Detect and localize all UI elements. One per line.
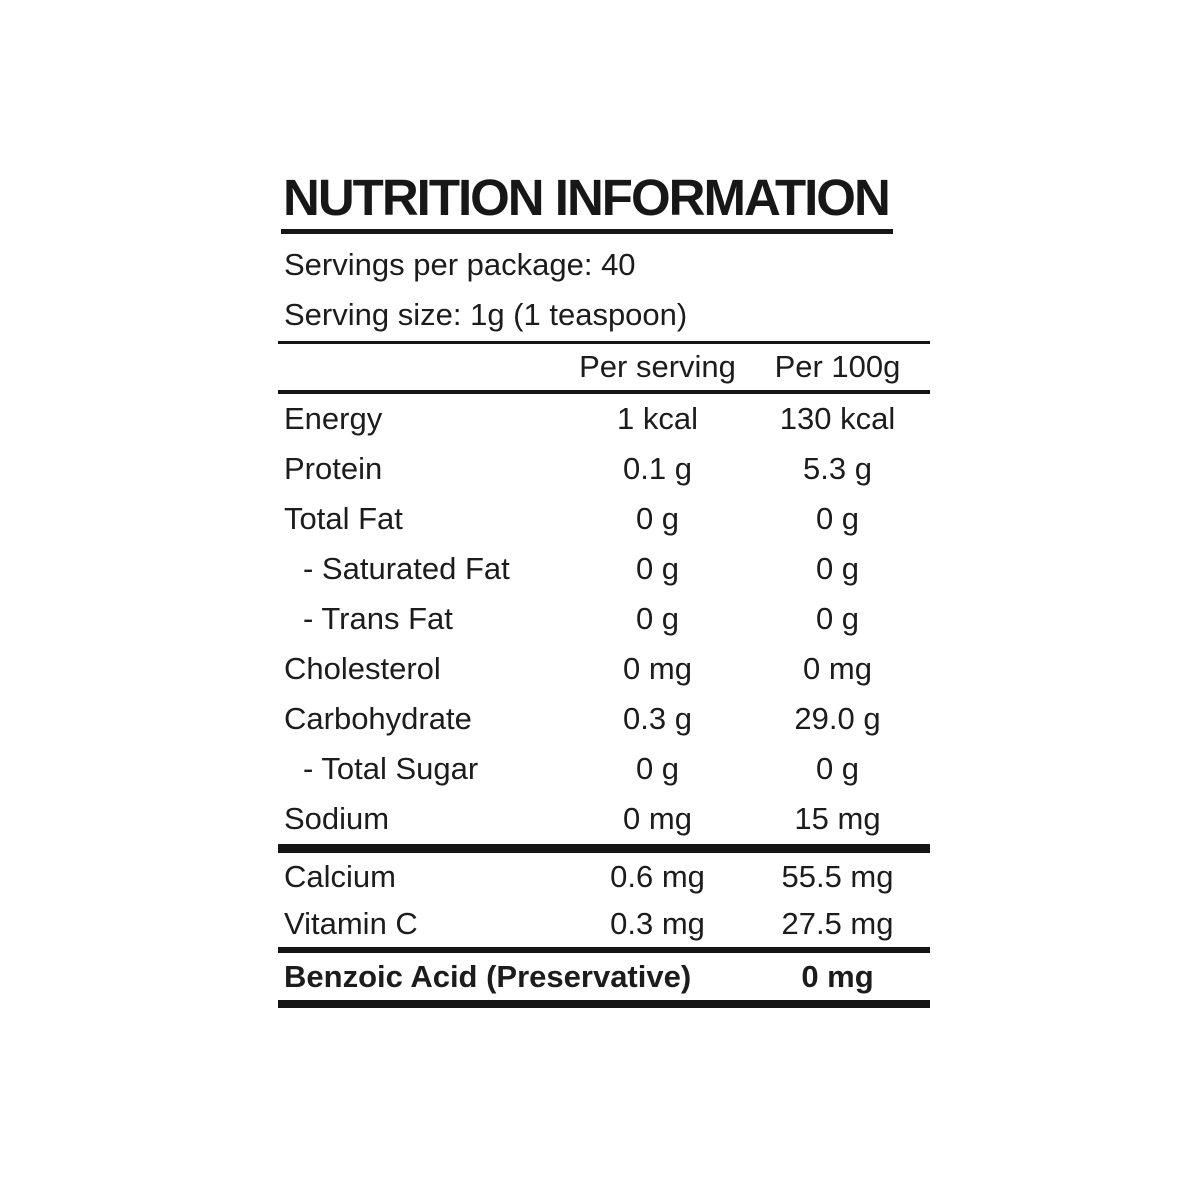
per-serving-value: 1 kcal — [617, 401, 698, 436]
per-100g-value: 29.0 g — [794, 701, 881, 736]
nutrient-label: Energy — [284, 401, 383, 436]
nutrient-label: Total Fat — [284, 501, 403, 536]
per-100g-value: 130 kcal — [779, 401, 896, 436]
nutrition-title: NUTRITION INFORMATION — [281, 172, 893, 234]
per-100g-value: 0 g — [815, 551, 860, 586]
servings-per-package-line: Servings per package: 40 — [284, 247, 636, 282]
nutrition-table — [278, 341, 930, 1008]
per-serving-value: 0 g — [635, 501, 680, 536]
table-bottom-rule — [278, 1000, 930, 1008]
nutrient-row-cholesterol — [278, 644, 930, 694]
column-header-per-serving: Per serving — [579, 349, 736, 384]
nutrient-row-vitamin-c — [278, 900, 930, 947]
nutrient-label: Protein — [284, 451, 383, 486]
per-100g-value: 15 mg — [794, 801, 881, 836]
per-serving-value: 0 g — [635, 751, 680, 786]
nutrient-label: - Saturated Fat — [303, 551, 510, 586]
nutrient-label: Vitamin C — [284, 905, 418, 941]
nutrient-label: Carbohydrate — [284, 701, 472, 736]
nutrient-label: - Total Sugar — [303, 751, 479, 786]
per-serving-value: 0 mg — [623, 651, 692, 686]
per-100g-value: 27.5 mg — [781, 905, 894, 941]
nutrient-row-energy — [278, 394, 930, 444]
per-serving-value: 0 g — [635, 551, 680, 586]
per-100g-value: 5.3 g — [803, 451, 872, 486]
per-serving-value: 0.3 g — [623, 701, 692, 736]
per-100g-value: 0 mg — [801, 958, 874, 994]
nutrient-label: - Trans Fat — [303, 601, 453, 636]
per-100g-value: 0 g — [815, 751, 860, 786]
nutrient-label: Sodium — [284, 801, 390, 836]
per-100g-value: 0 mg — [803, 651, 872, 686]
per-serving-value: 0.6 mg — [610, 858, 705, 894]
nutrient-row-saturated-fat — [278, 544, 930, 594]
nutrient-label: Calcium — [284, 858, 396, 894]
per-serving-value: 0 mg — [623, 801, 692, 836]
additive-label: Benzoic Acid (Preservative) — [284, 958, 692, 994]
serving-size-line: Serving size: 1g (1 teaspoon) — [284, 297, 688, 332]
nutrient-row-total-sugar — [278, 744, 930, 794]
per-serving-value: 0.3 mg — [610, 905, 705, 941]
additive-row-benzoic-acid — [278, 953, 930, 1000]
nutrient-row-calcium — [278, 853, 930, 900]
nutrient-row-sodium — [278, 794, 930, 844]
nutrient-label: Cholesterol — [284, 651, 441, 686]
per-100g-value: 55.5 mg — [781, 858, 894, 894]
per-100g-value: 0 g — [815, 501, 860, 536]
nutrient-row-total-fat — [278, 494, 930, 544]
macro-section-end-rule — [278, 844, 930, 853]
nutrient-row-protein — [278, 444, 930, 494]
nutrition-label — [278, 169, 930, 1008]
nutrient-row-carbohydrate — [278, 694, 930, 744]
column-header-per-100g: Per 100g — [774, 349, 901, 384]
per-100g-value: 0 g — [815, 601, 860, 636]
nutrient-row-trans-fat — [278, 594, 930, 644]
per-serving-value: 0.1 g — [623, 451, 692, 486]
column-header-row — [278, 344, 930, 390]
per-serving-value: 0 g — [635, 601, 680, 636]
